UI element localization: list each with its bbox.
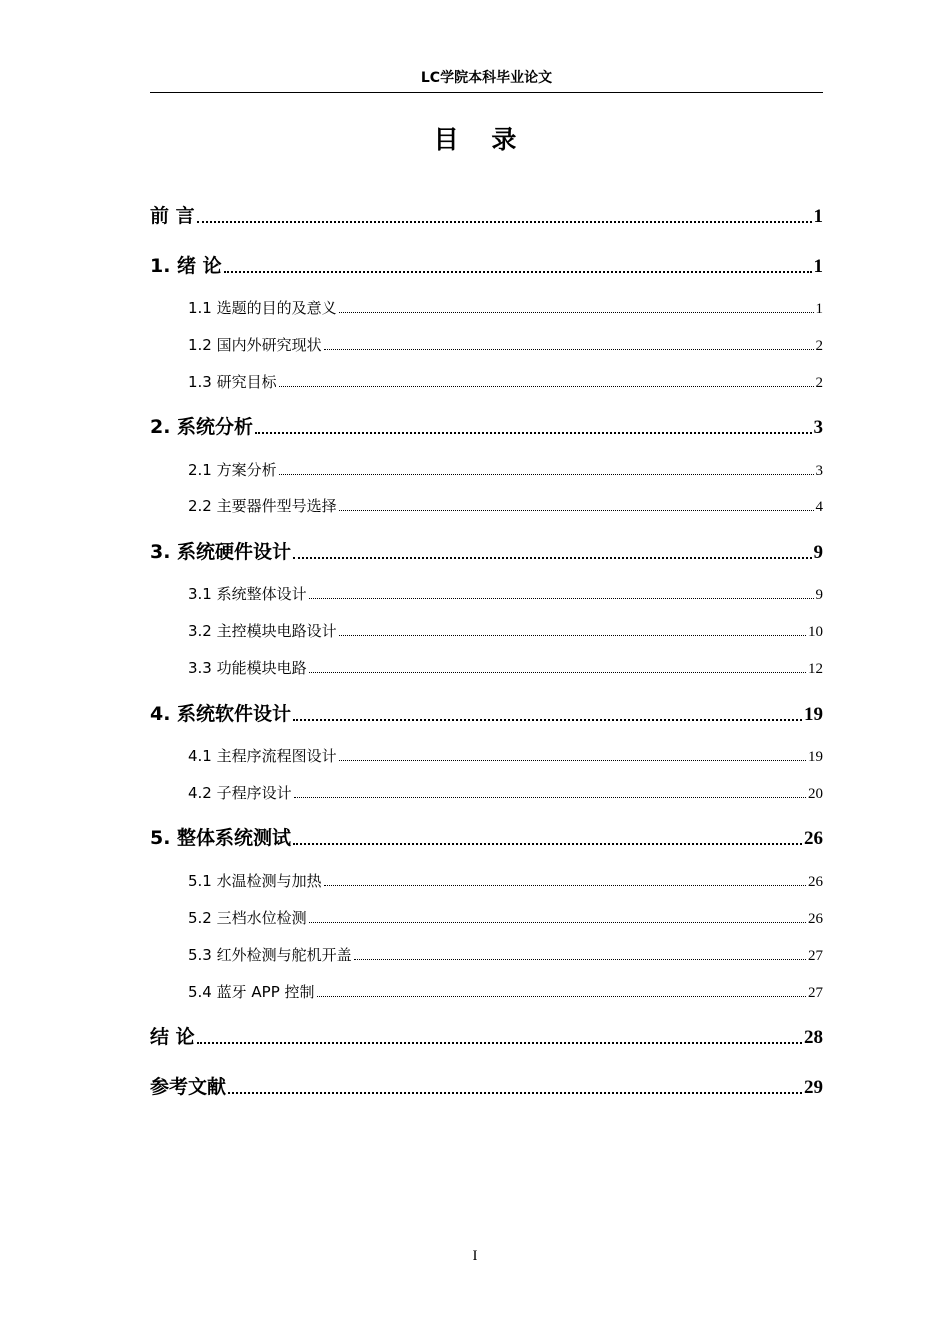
toc-entry-label: 结 论 xyxy=(150,1026,195,1048)
toc-entry[interactable] xyxy=(188,981,823,1002)
toc-entry-label: 5.3 红外检测与舵机开盖 xyxy=(188,946,352,964)
dot-leader xyxy=(309,922,806,923)
toc-entry-label: 5. 整体系统测试 xyxy=(150,827,292,849)
toc-entry-page: 1 xyxy=(813,256,823,277)
dot-leader xyxy=(228,1092,802,1094)
toc-entry[interactable] xyxy=(188,297,823,318)
toc-entry-page: 3 xyxy=(815,463,823,479)
toc-entry-page: 9 xyxy=(815,587,823,603)
toc-entry-page: 19 xyxy=(808,749,823,765)
toc-entry-label: 5.4 蓝牙 APP 控制 xyxy=(188,983,315,1001)
toc-entry[interactable] xyxy=(150,1022,823,1049)
toc-entry-page: 1 xyxy=(813,206,823,227)
toc-entry[interactable] xyxy=(188,371,823,392)
dot-leader xyxy=(224,271,812,273)
toc-entry-page: 1 xyxy=(815,301,823,317)
toc-entry-label: 3.3 功能模块电路 xyxy=(188,659,307,677)
toc-entry[interactable] xyxy=(150,412,823,439)
toc-entry-label: 1. 绪 论 xyxy=(150,255,222,277)
dot-leader xyxy=(339,510,814,511)
dot-leader xyxy=(293,843,802,845)
toc-entry-label: 3. 系统硬件设计 xyxy=(150,541,292,563)
dot-leader xyxy=(324,349,814,350)
toc-entry-page: 4 xyxy=(815,499,823,515)
toc-entry-page: 12 xyxy=(808,661,823,677)
toc-entry-page: 29 xyxy=(804,1077,823,1098)
toc-entry-label: 5.2 三档水位检测 xyxy=(188,909,307,927)
toc-entry-page: 2 xyxy=(815,338,823,354)
toc-entry[interactable] xyxy=(150,699,823,726)
toc-entry[interactable] xyxy=(188,657,823,678)
toc-entry[interactable] xyxy=(150,823,823,850)
toc-entry[interactable] xyxy=(150,537,823,564)
dot-leader xyxy=(293,557,811,559)
toc-entry-label: 参考文献 xyxy=(150,1076,227,1098)
toc-entry-label: 4. 系统软件设计 xyxy=(150,703,292,725)
toc-entry-label: 2.1 方案分析 xyxy=(188,461,277,479)
toc-entry[interactable] xyxy=(188,583,823,604)
toc-entry-page: 2 xyxy=(815,375,823,391)
dot-leader xyxy=(354,959,806,960)
toc-entry[interactable] xyxy=(188,495,823,516)
toc-entry-label: 4.1 主程序流程图设计 xyxy=(188,747,337,765)
dot-leader xyxy=(324,885,806,886)
dot-leader xyxy=(339,635,806,636)
toc-entry[interactable] xyxy=(188,782,823,803)
toc-entry[interactable] xyxy=(150,1072,823,1099)
toc-entry-label: 1.2 国内外研究现状 xyxy=(188,336,322,354)
toc-entry[interactable] xyxy=(188,620,823,641)
running-header: LC学院本科毕业论文 xyxy=(150,68,823,93)
toc-entry-page: 10 xyxy=(808,624,823,640)
dot-leader xyxy=(309,598,814,599)
toc-entry-label: 4.2 子程序设计 xyxy=(188,784,292,802)
toc-entry-label: 3.1 系统整体设计 xyxy=(188,585,307,603)
toc-entry-label: 5.1 水温检测与加热 xyxy=(188,872,322,890)
dot-leader xyxy=(279,474,814,475)
toc-entry-page: 27 xyxy=(808,985,823,1001)
toc-entry-label: 前 言 xyxy=(150,205,195,227)
toc-entry-page: 27 xyxy=(808,948,823,964)
dot-leader xyxy=(317,996,806,997)
dot-leader xyxy=(197,221,812,223)
toc-entry-page: 26 xyxy=(804,828,823,849)
toc-entry[interactable] xyxy=(188,907,823,928)
page-title: 目 录 xyxy=(433,125,529,154)
toc-entry[interactable] xyxy=(188,334,823,355)
dot-leader xyxy=(255,432,811,434)
toc-entry-label: 1.1 选题的目的及意义 xyxy=(188,299,337,317)
toc-entry[interactable] xyxy=(188,459,823,480)
toc-entry-label: 2.2 主要器件型号选择 xyxy=(188,497,337,515)
toc-entry-page: 26 xyxy=(808,911,823,927)
toc-entry[interactable] xyxy=(150,201,823,228)
toc-entry-page: 9 xyxy=(813,542,823,563)
toc-entry-page: 3 xyxy=(813,417,823,438)
toc-entry-label: 3.2 主控模块电路设计 xyxy=(188,622,337,640)
dot-leader xyxy=(279,386,814,387)
dot-leader xyxy=(293,719,802,721)
toc-entry[interactable] xyxy=(188,745,823,766)
toc-entry-page: 26 xyxy=(808,874,823,890)
page-number: I xyxy=(472,1248,478,1264)
dot-leader xyxy=(339,760,806,761)
toc-entry[interactable] xyxy=(188,870,823,891)
dot-leader xyxy=(309,672,806,673)
dot-leader xyxy=(294,797,806,798)
toc-entry-label: 1.3 研究目标 xyxy=(188,373,277,391)
toc-entry[interactable] xyxy=(150,251,823,278)
dot-leader xyxy=(197,1042,802,1044)
dot-leader xyxy=(339,312,814,313)
toc-entry-page: 28 xyxy=(804,1027,823,1048)
toc-entry-page: 20 xyxy=(808,786,823,802)
toc-entry-label: 2. 系统分析 xyxy=(150,416,254,438)
toc-entry[interactable] xyxy=(188,944,823,965)
toc-entry-page: 19 xyxy=(804,704,823,725)
